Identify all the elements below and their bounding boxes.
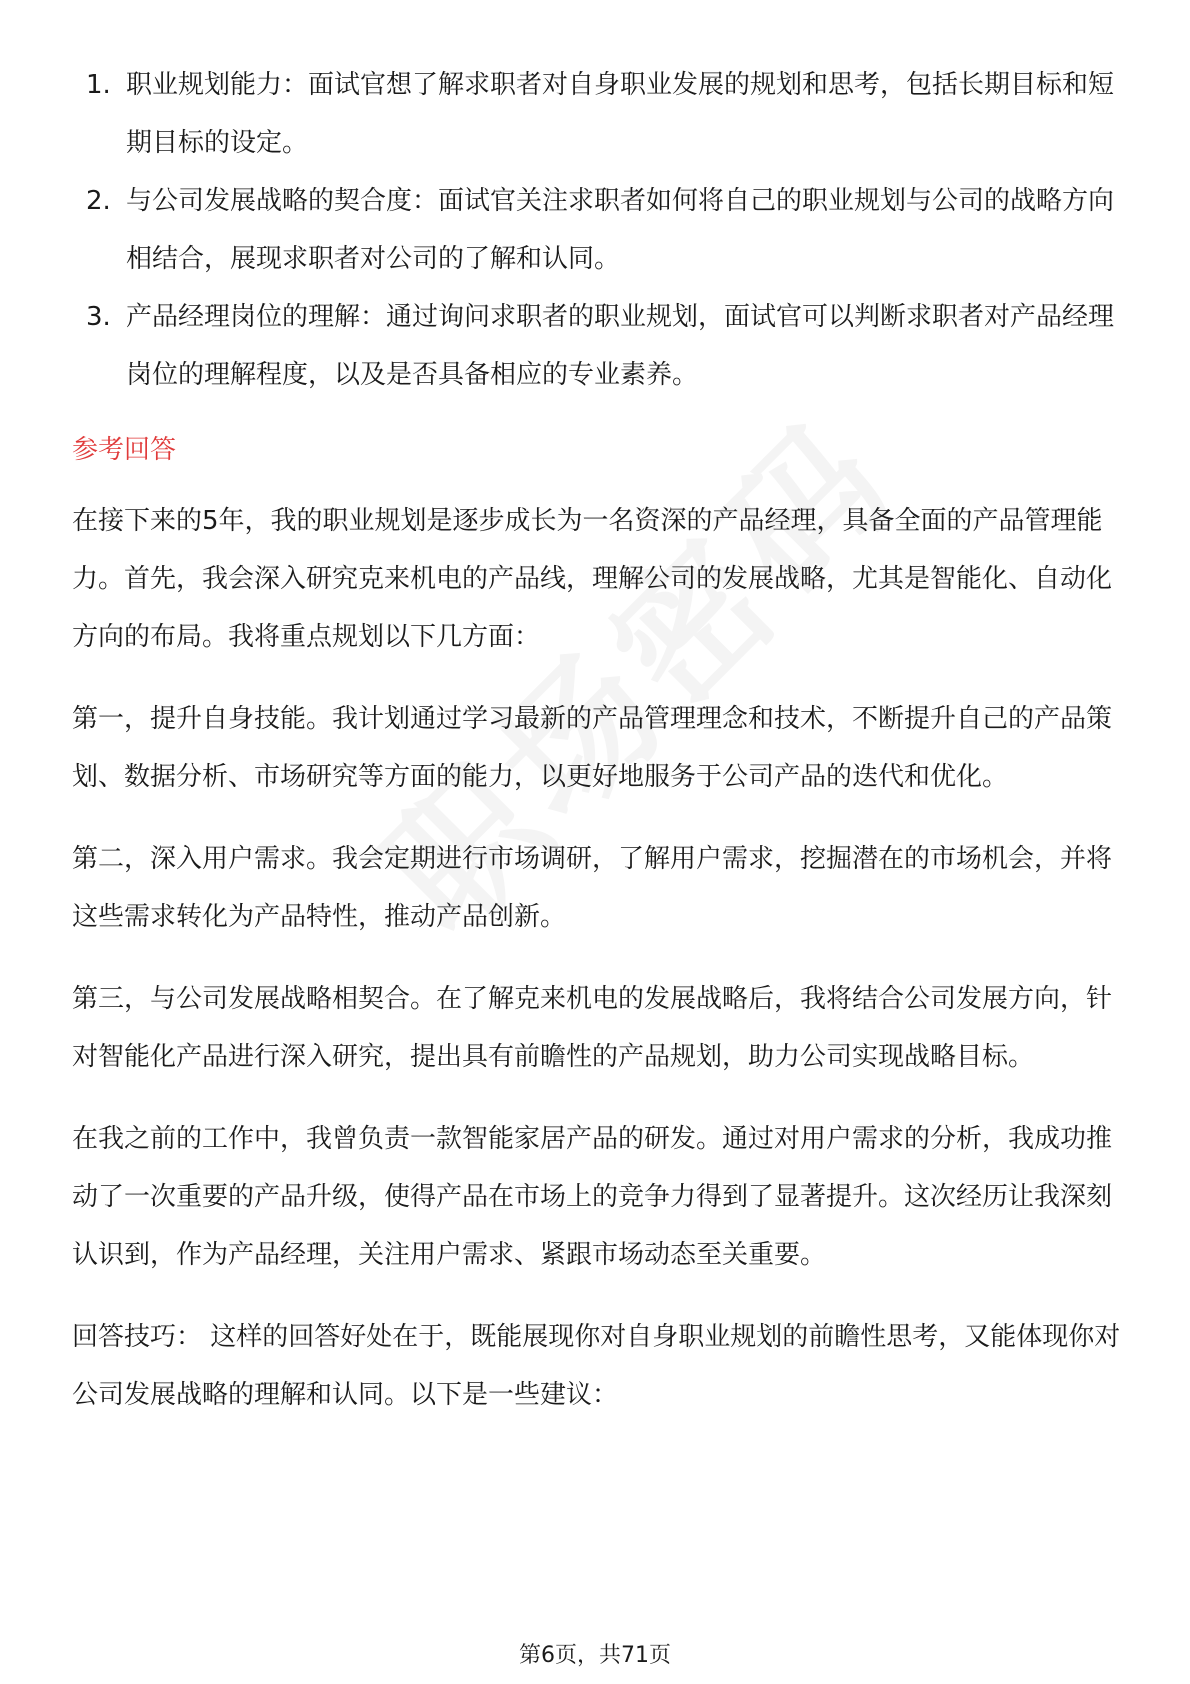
list-item-number: 2.	[86, 186, 111, 216]
key-points-list	[72, 56, 1122, 404]
list-item-text: 职业规划能力：面试官想了解求职者对自身职业发展的规划和思考，包括长期目标和短期目标的设定。	[126, 70, 1115, 158]
list-item	[72, 288, 1122, 404]
page-content	[72, 56, 1122, 1424]
list-item-number: 1.	[86, 70, 111, 100]
answer-paragraph: 第一，提升自身技能。我计划通过学习最新的产品管理理念和技术，不断提升自己的产品策划、数据分析、市场研究等方面的能力，以更好地服务于公司产品的迭代和优化。	[72, 704, 1113, 792]
reference-answer-heading: 参考回答	[72, 435, 177, 465]
page-number-footer: 第6页，共71页	[519, 1643, 671, 1668]
list-item-number: 3.	[86, 302, 111, 332]
list-item	[72, 56, 1122, 172]
list-item-text: 产品经理岗位的理解：通过询问求职者的职业规划，面试官可以判断求职者对产品经理岗位的理解程度，以及是否具备相应的专业素养。	[126, 302, 1115, 390]
list-item-text: 与公司发展战略的契合度：面试官关注求职者如何将自己的职业规划与公司的战略方向相结合，展现求职者对公司的了解和认同。	[126, 186, 1115, 274]
answer-paragraph: 在我之前的工作中，我曾负责一款智能家居产品的研发。通过对用户需求的分析，我成功推动了一次重要的产品升级，使得产品在市场上的竞争力得到了显著提升。这次经历让我深刻认识到，作为产品经理，关注用户需求、紧跟市场动态至关重要。	[72, 1124, 1113, 1270]
list-item	[72, 172, 1122, 288]
tips-paragraph: 回答技巧： 这样的回答好处在于，既能展现你对自身职业规划的前瞻性思考，又能体现你对公司发展战略的理解和认同。以下是一些建议：	[72, 1322, 1121, 1410]
answer-paragraph: 在接下来的5年，我的职业规划是逐步成长为一名资深的产品经理，具备全面的产品管理能力。首先，我会深入研究克来机电的产品线，理解公司的发展战略，尤其是智能化、自动化方向的布局。我将重点规划以下几方面：	[72, 506, 1113, 652]
answer-paragraph: 第三，与公司发展战略相契合。在了解克来机电的发展战略后，我将结合公司发展方向，针对智能化产品进行深入研究，提出具有前瞻性的产品规划，助力公司实现战略目标。	[72, 984, 1113, 1072]
answer-paragraph: 第二，深入用户需求。我会定期进行市场调研，了解用户需求，挖掘潜在的市场机会，并将这些需求转化为产品特性，推动产品创新。	[72, 844, 1113, 932]
